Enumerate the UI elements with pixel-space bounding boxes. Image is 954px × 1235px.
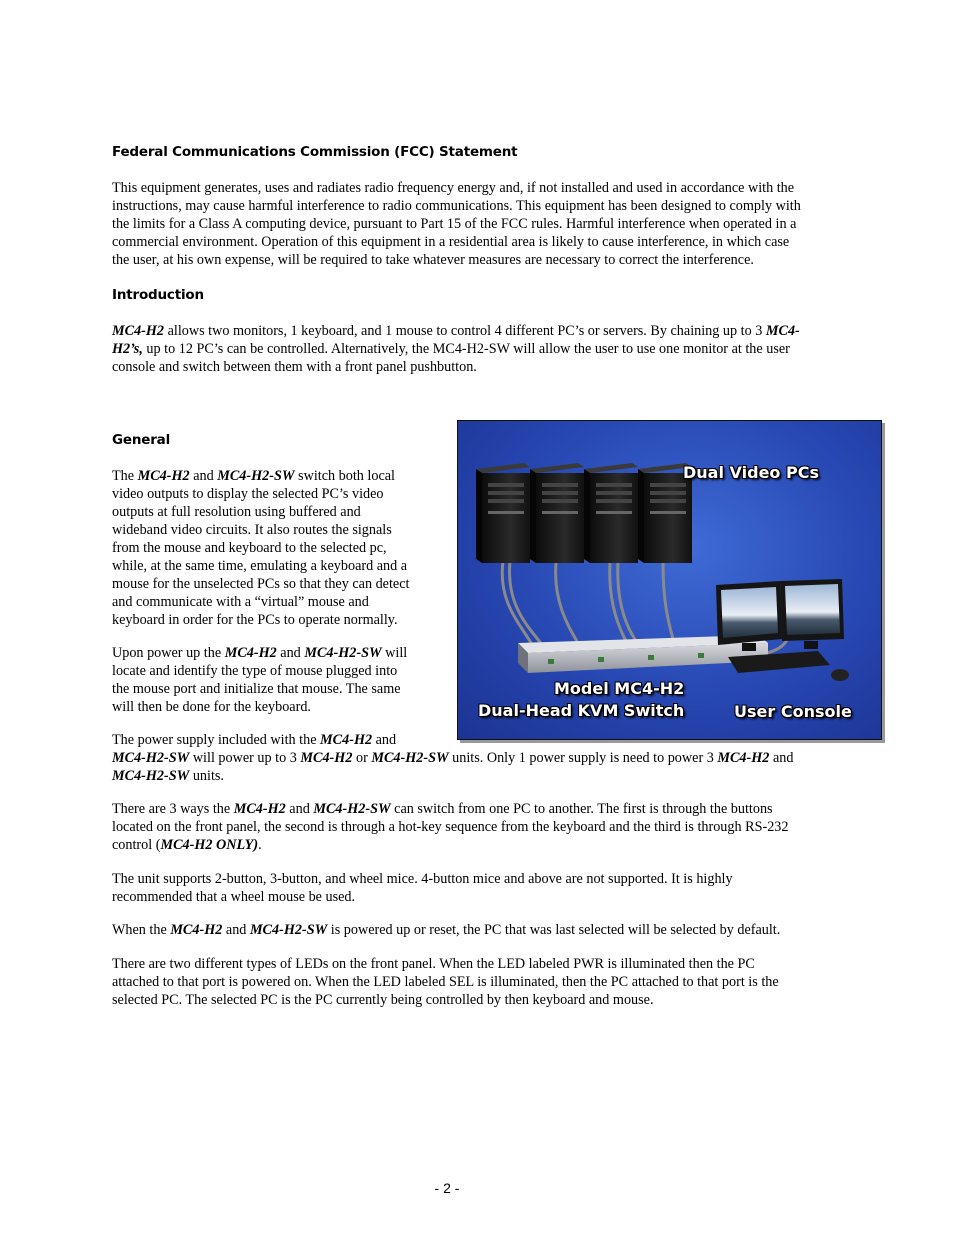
text-line: located on the front panel, the second is through a hot-key sequence from the keyboard and the third is through RS-232 (112, 819, 789, 835)
text: The power supply included with the (112, 732, 321, 748)
text: and (769, 750, 794, 766)
pc-tower-icon (530, 463, 584, 563)
text-line: wideband video circuits. It also routes the signals (112, 522, 392, 538)
intro-line (112, 322, 800, 340)
general-paragraph-4 (112, 800, 789, 854)
product-name: MC4-H2-SW (371, 750, 449, 766)
product-name: MC4-H2 (224, 645, 277, 661)
figure-label-pcs: Dual Video PCs (683, 463, 819, 482)
fcc-line: the user, at his own expense, will be required to take whatever measures are necessary to correct the interference. (112, 252, 754, 268)
text-line: attached to that port is powered on. When the LED labeled SEL is illuminated, then the PC attached to that port is the (112, 974, 779, 990)
text: and (285, 801, 314, 817)
product-name: MC4-H2-SW (313, 801, 391, 817)
product-name: MC4-H2 (233, 801, 286, 817)
text: will power up to 3 (189, 750, 301, 766)
text: or (352, 750, 372, 766)
text: allows two monitors, 1 keyboard, and 1 mouse to control 4 different PC’s or servers. By chaining up to 3 (164, 323, 766, 339)
text-line (112, 644, 407, 662)
intro-line: console and switch between them with a front panel pushbutton. (112, 359, 477, 375)
text: units. Only 1 power supply is need to power 3 (448, 750, 718, 766)
text-line: video outputs to display the selected PC’s video (112, 486, 384, 502)
text: up to 12 PC’s can be controlled. Alternatively, the MC4-H2-SW will allow the user to use one monitor at the user (142, 341, 790, 357)
general-paragraph-2 (112, 644, 407, 716)
figure-label-console: User Console (734, 702, 852, 721)
text-line: will then be done for the keyboard. (112, 699, 311, 715)
text: and (276, 645, 305, 661)
mouse-icon (831, 669, 849, 681)
product-name: MC4- (765, 323, 800, 339)
text-line: keyboard in order for the PCs to operate normally. (112, 612, 398, 628)
product-name: MC4-H2-SW (249, 922, 328, 938)
text-line: locate and identify the type of mouse plugged into (112, 663, 398, 679)
product-name: MC4-H2 (137, 468, 190, 484)
page-number: - 2 - (434, 1180, 460, 1196)
text-line (112, 921, 780, 939)
product-name: H2’s, (112, 341, 143, 357)
product-name: MC4-H2 (320, 732, 373, 748)
text-line: the mouse port and initialize that mouse. The same (112, 681, 401, 697)
kvm-product-image (457, 420, 882, 740)
text-line: mouse for the unselected PCs so that they can detect (112, 576, 410, 592)
fcc-paragraph (112, 179, 801, 269)
text: can switch from one PC to another. The first is through the buttons (390, 801, 773, 817)
text: Upon power up the (112, 645, 225, 661)
intro-line (112, 340, 800, 358)
text: The (112, 468, 138, 484)
pc-towers (476, 463, 692, 563)
general-paragraph-1 (112, 467, 409, 629)
text: When the (112, 922, 171, 938)
text: switch both local (294, 468, 395, 484)
text: There are 3 ways the (112, 801, 234, 817)
text-line (112, 836, 789, 854)
product-name: MC4-H2 (112, 323, 165, 339)
general-paragraph-5 (112, 870, 733, 906)
pc-tower-icon (584, 463, 638, 563)
text: . (258, 837, 262, 853)
product-name: MC4-H2-SW (304, 645, 382, 661)
text-line: from the mouse and keyboard to the selected pc, (112, 540, 387, 556)
figure-label-model: Model MC4-H2 (554, 679, 685, 698)
text-line (112, 767, 793, 785)
fcc-line: the limits for a Class A computing device, pursuant to Part 15 of the FCC rules. Harmful interference when operated in a (112, 216, 797, 232)
monitor-icon (780, 579, 844, 649)
text: and (222, 922, 250, 938)
monitor-icons (716, 579, 849, 681)
fcc-line: This equipment generates, uses and radiates radio frequency energy and, if not installed and used in accordance with the (112, 180, 795, 196)
text: control ( (112, 837, 161, 853)
general-paragraph-7 (112, 955, 779, 1009)
product-name: MC4-H2 ONLY) (160, 837, 259, 853)
text: units. (189, 768, 224, 784)
text: and (372, 732, 397, 748)
fcc-line: commercial environment. Operation of this equipment in a residential area is likely to cause interference, in which case (112, 234, 790, 250)
product-name: MC4-H2 (717, 750, 770, 766)
product-name: MC4-H2-SW (112, 750, 190, 766)
text-line: There are two different types of LEDs on the front panel. When the LED labeled PWR is illuminated then the PC (112, 956, 755, 972)
product-name: MC4-H2-SW (112, 768, 190, 784)
text-line: and communicate with a “virtual” mouse and (112, 594, 369, 610)
text-line (112, 749, 793, 767)
text-line: The unit supports 2-button, 3-button, and wheel mice. 4-button mice and above are not supported. It is highly (112, 871, 733, 887)
pc-tower-icon (476, 463, 530, 563)
product-name: MC4-H2 (300, 750, 353, 766)
product-name: MC4-H2-SW (217, 468, 295, 484)
introduction-heading: Introduction (112, 287, 204, 303)
general-paragraph-6 (112, 921, 780, 939)
text-line: selected PC. The selected PC is the PC currently being controlled by then keyboard and mouse. (112, 992, 654, 1008)
text-line (112, 467, 409, 485)
introduction-paragraph (112, 322, 800, 376)
monitor-icon (716, 581, 782, 651)
fcc-line: instructions, may cause harmful interference to radio communications. This equipment has been designed to comply with (112, 198, 801, 214)
text: will (381, 645, 408, 661)
figure-label-switch: Dual-Head KVM Switch (478, 701, 685, 720)
text-line: outputs at full resolution using buffered and (112, 504, 361, 520)
text: is powered up or reset, the PC that was last selected will be selected by default. (327, 922, 781, 938)
fcc-heading: Federal Communications Commission (FCC) Statement (112, 144, 518, 160)
text: and (189, 468, 218, 484)
text-line: while, at the same time, emulating a keyboard and a (112, 558, 408, 574)
text-line: recommended that a wheel mouse be used. (112, 889, 356, 905)
general-heading: General (112, 432, 170, 448)
product-name: MC4-H2 (170, 922, 223, 938)
text-line (112, 800, 789, 818)
